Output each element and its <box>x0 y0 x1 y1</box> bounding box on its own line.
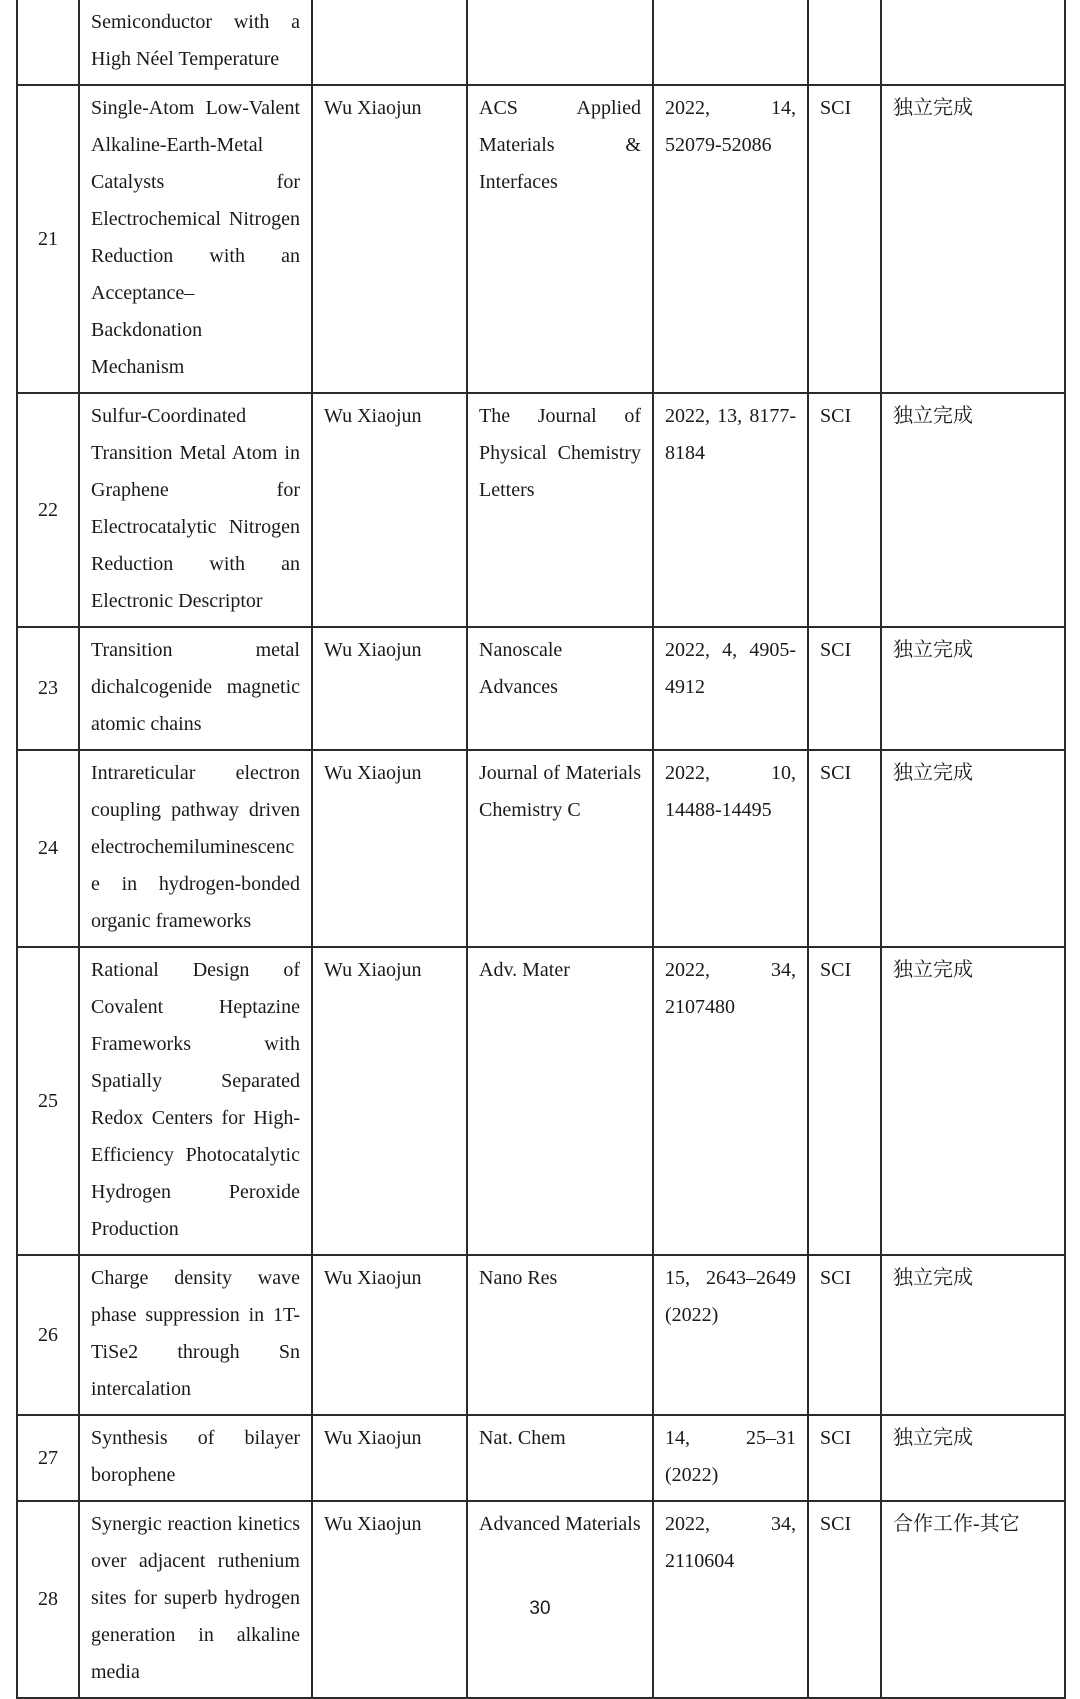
author: Wu Xiaojun <box>312 750 467 947</box>
row-number: 24 <box>17 750 79 947</box>
citation <box>653 0 808 85</box>
index-type: SCI <box>808 1255 881 1415</box>
author: Wu Xiaojun <box>312 393 467 627</box>
row-number <box>17 0 79 85</box>
author <box>312 0 467 85</box>
citation: 15, 2643–2649 (2022) <box>653 1255 808 1415</box>
table-row <box>17 0 1065 85</box>
table-row <box>17 947 1065 1255</box>
citation: 14, 25–31 (2022) <box>653 1415 808 1501</box>
author: Wu Xiaojun <box>312 947 467 1255</box>
index-type: SCI <box>808 750 881 947</box>
row-number: 25 <box>17 947 79 1255</box>
journal: The Journal of Physical Chemistry Letters <box>467 393 653 627</box>
citation: 2022, 34, 2107480 <box>653 947 808 1255</box>
completion-role: 合作工作-其它 <box>881 1501 1065 1698</box>
citation: 2022, 10, 14488-14495 <box>653 750 808 947</box>
index-type: SCI <box>808 947 881 1255</box>
table-row <box>17 627 1065 750</box>
paper-title: Synthesis of bilayer borophene <box>79 1415 312 1501</box>
index-type: SCI <box>808 1501 881 1698</box>
row-number: 21 <box>17 85 79 393</box>
index-type <box>808 0 881 85</box>
author: Wu Xiaojun <box>312 85 467 393</box>
paper-title: Sulfur-Coordinated Transition Metal Atom in Graphene for Electrocatalytic Nitrogen Reduction with an Electronic Descriptor <box>79 393 312 627</box>
citation: 2022, 14, 52079-52086 <box>653 85 808 393</box>
completion-role: 独立完成 <box>881 1415 1065 1501</box>
table-row <box>17 85 1065 393</box>
index-type: SCI <box>808 85 881 393</box>
table-row <box>17 1415 1065 1501</box>
journal: ACS Applied Materials & Interfaces <box>467 85 653 393</box>
table-row <box>17 393 1065 627</box>
journal <box>467 0 653 85</box>
author: Wu Xiaojun <box>312 1255 467 1415</box>
journal: Nano Res <box>467 1255 653 1415</box>
author: Wu Xiaojun <box>312 627 467 750</box>
completion-role: 独立完成 <box>881 1255 1065 1415</box>
completion-role: 独立完成 <box>881 750 1065 947</box>
table-row <box>17 750 1065 947</box>
paper-title: Single-Atom Low-Valent Alkaline-Earth-Metal Catalysts for Electrochemical Nitrogen Reduction with an Acceptance–Backdonation Mechanism <box>79 85 312 393</box>
publication-table <box>16 0 1066 1699</box>
paper-title: Intrareticular electron coupling pathway driven electrochemiluminescence in hydrogen-bonded organic frameworks <box>79 750 312 947</box>
journal: Nanoscale Advances <box>467 627 653 750</box>
paper-title: Transition metal dichalcogenide magnetic atomic chains <box>79 627 312 750</box>
row-number: 28 <box>17 1501 79 1698</box>
page-number: 30 <box>529 1598 551 1619</box>
journal: Journal of Materials Chemistry C <box>467 750 653 947</box>
table-row <box>17 1255 1065 1415</box>
author: Wu Xiaojun <box>312 1415 467 1501</box>
row-number: 23 <box>17 627 79 750</box>
citation: 2022, 34, 2110604 <box>653 1501 808 1698</box>
paper-title: Semiconductor with a High Néel Temperature <box>79 0 312 85</box>
journal: Advanced Materials <box>467 1501 653 1698</box>
journal: Nat. Chem <box>467 1415 653 1501</box>
journal: Adv. Mater <box>467 947 653 1255</box>
row-number: 22 <box>17 393 79 627</box>
completion-role <box>881 0 1065 85</box>
paper-title: Synergic reaction kinetics over adjacent ruthenium sites for superb hydrogen generation in alkaline media <box>79 1501 312 1698</box>
author: Wu Xiaojun <box>312 1501 467 1698</box>
completion-role: 独立完成 <box>881 393 1065 627</box>
completion-role: 独立完成 <box>881 947 1065 1255</box>
citation: 2022, 4, 4905-4912 <box>653 627 808 750</box>
index-type: SCI <box>808 1415 881 1501</box>
row-number: 26 <box>17 1255 79 1415</box>
completion-role: 独立完成 <box>881 85 1065 393</box>
paper-title: Charge density wave phase suppression in 1T-TiSe2 through Sn intercalation <box>79 1255 312 1415</box>
paper-title: Rational Design of Covalent Heptazine Frameworks with Spatially Separated Redox Centers for High-Efficiency Photocatalytic Hydrogen Peroxide Production <box>79 947 312 1255</box>
completion-role: 独立完成 <box>881 627 1065 750</box>
index-type: SCI <box>808 393 881 627</box>
row-number: 27 <box>17 1415 79 1501</box>
index-type: SCI <box>808 627 881 750</box>
citation: 2022, 13, 8177-8184 <box>653 393 808 627</box>
